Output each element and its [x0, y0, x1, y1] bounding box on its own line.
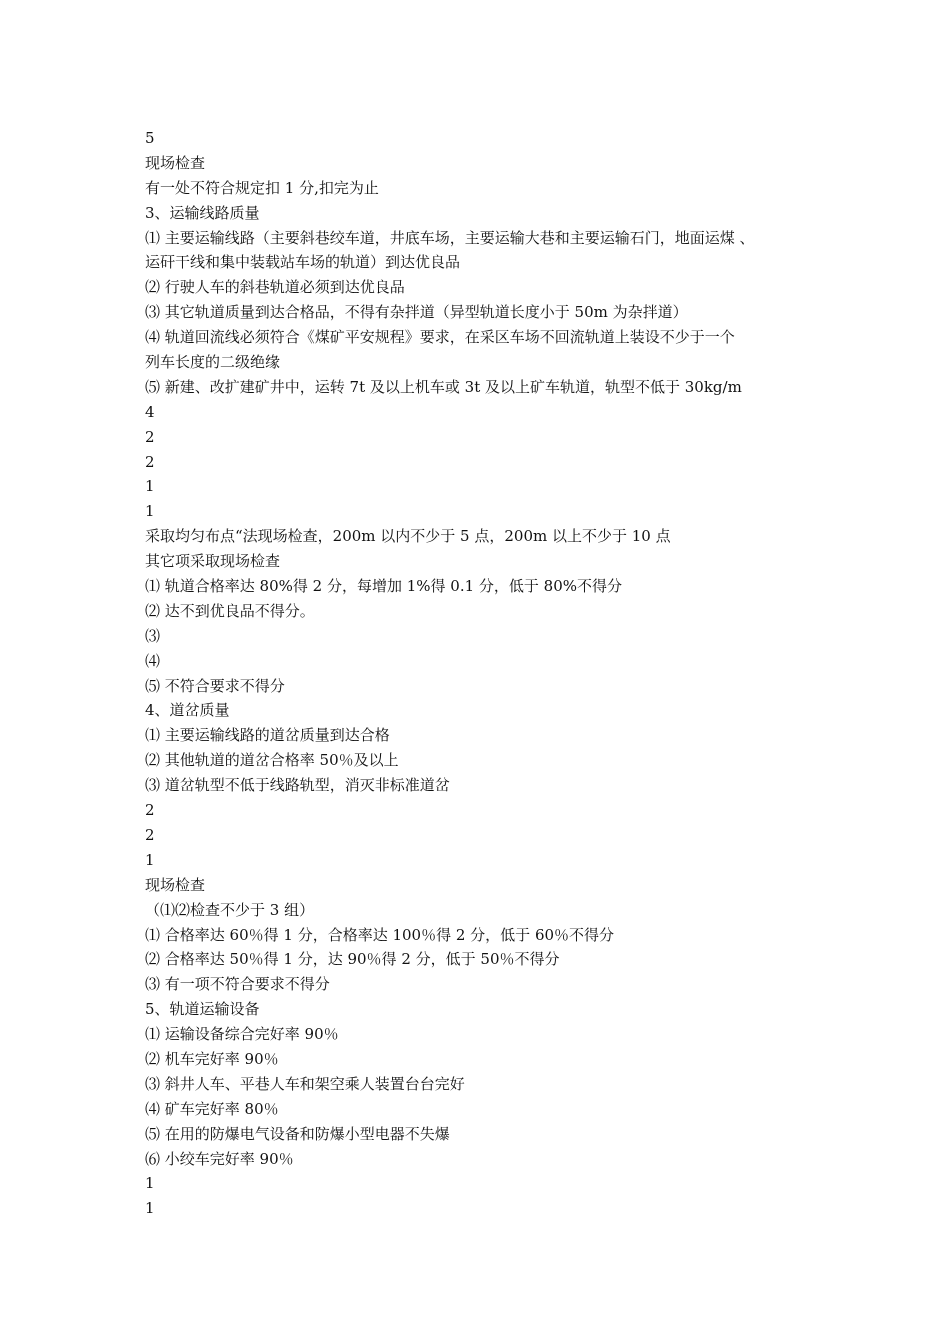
score-value: 2: [145, 427, 155, 446]
document-body: [145, 126, 835, 1221]
text-line: 其它项采取现场检查: [145, 552, 281, 571]
score-value: 1: [145, 502, 155, 521]
text-line: 5: [145, 129, 155, 147]
text-line: ⑵ 达不到优良品不得分。: [145, 601, 315, 620]
text-line: ⑶ 有一项不符合要求不得分: [145, 975, 330, 994]
text-line: ⑵ 机车完好率 90％: [145, 1049, 279, 1068]
text-line: ⑴ 主要运输线路（主要斜巷绞车道，井底车场，主要运输大巷和主要运输石门，地面运煤 、: [145, 228, 755, 247]
score-value: 1: [145, 850, 155, 869]
text-line: ⑴ 合格率达 60％得 1 分，合格率达 100％得 2 分，低于 60％不得分: [145, 925, 615, 944]
score-value: 4: [145, 402, 155, 421]
text-line: 有一处不符合规定扣 1 分,扣完为止: [145, 178, 379, 197]
score-value: 2: [145, 452, 155, 471]
text-line: 采取均匀布点“法现场检查，200m 以内不少于 5 点，200m 以上不少于 10 点: [145, 527, 671, 546]
text-line: ⑷: [145, 651, 161, 670]
text-line: ⑸ 新建、改扩建矿井中，运转 7t 及以上机车或 3t 及以上矿车轨道，轨型不低于 30kg/m: [145, 377, 742, 396]
score-value: 1: [145, 1174, 155, 1193]
text-line: ⑸ 在用的防爆电气设备和防爆小型电器不失爆: [145, 1124, 450, 1143]
text-line: ⑸ 不符合要求不得分: [145, 676, 285, 695]
text-line: ⑴ 主要运输线路的道岔质量到达合格: [145, 726, 390, 745]
section-heading: 3、运输线路质量: [145, 203, 260, 222]
text-line: ⑶ 其它轨道质量到达合格品，不得有杂拌道（异型轨道长度小于 50m 为杂拌道）: [145, 303, 688, 322]
text-line: ⑹ 小绞车完好率 90％: [145, 1149, 294, 1168]
text-line: （⑴⑵检查不少于 3 组）: [145, 900, 315, 919]
text-line: ⑵ 其他轨道的道岔合格率 50％及以上: [145, 751, 399, 770]
text-line: ⑶ 道岔轨型不低于线路轨型，消灭非标准道岔: [145, 776, 450, 795]
text-line: ⑵ 行驶人车的斜巷轨道必须到达优良品: [145, 278, 405, 297]
text-line: ⑴ 轨道合格率达 80%得 2 分，每增加 1%得 0.1 分，低于 80%不得分: [145, 577, 623, 596]
section-heading: 5、轨道运输设备: [145, 1000, 260, 1019]
score-value: 1: [145, 1199, 155, 1218]
score-value: 1: [145, 477, 155, 496]
text-line: ⑶ 斜井人车、平巷人车和架空乘人装置台台完好: [145, 1074, 465, 1093]
text-line: 现场检查: [145, 875, 206, 894]
text-line: 现场检查: [145, 153, 206, 172]
text-line: 列车长度的二级绝缘: [145, 353, 281, 372]
text-line: ⑴ 运输设备综合完好率 90％: [145, 1025, 339, 1044]
text-line: ⑶: [145, 626, 161, 645]
section-heading: 4、道岔质量: [145, 701, 230, 720]
score-value: 2: [145, 801, 155, 820]
text-line: 运矸干线和集中装载站车场的轨道）到达优良品: [145, 253, 461, 272]
text-line: ⑷ 轨道回流线必须符合《煤矿平安规程》要求，在采区车场不回流轨道上装设不少于一个: [145, 328, 735, 347]
text-line: ⑷ 矿车完好率 80％: [145, 1099, 279, 1118]
score-value: 2: [145, 825, 155, 844]
text-line: ⑵ 合格率达 50％得 1 分，达 90％得 2 分，低于 50％不得分: [145, 950, 560, 969]
